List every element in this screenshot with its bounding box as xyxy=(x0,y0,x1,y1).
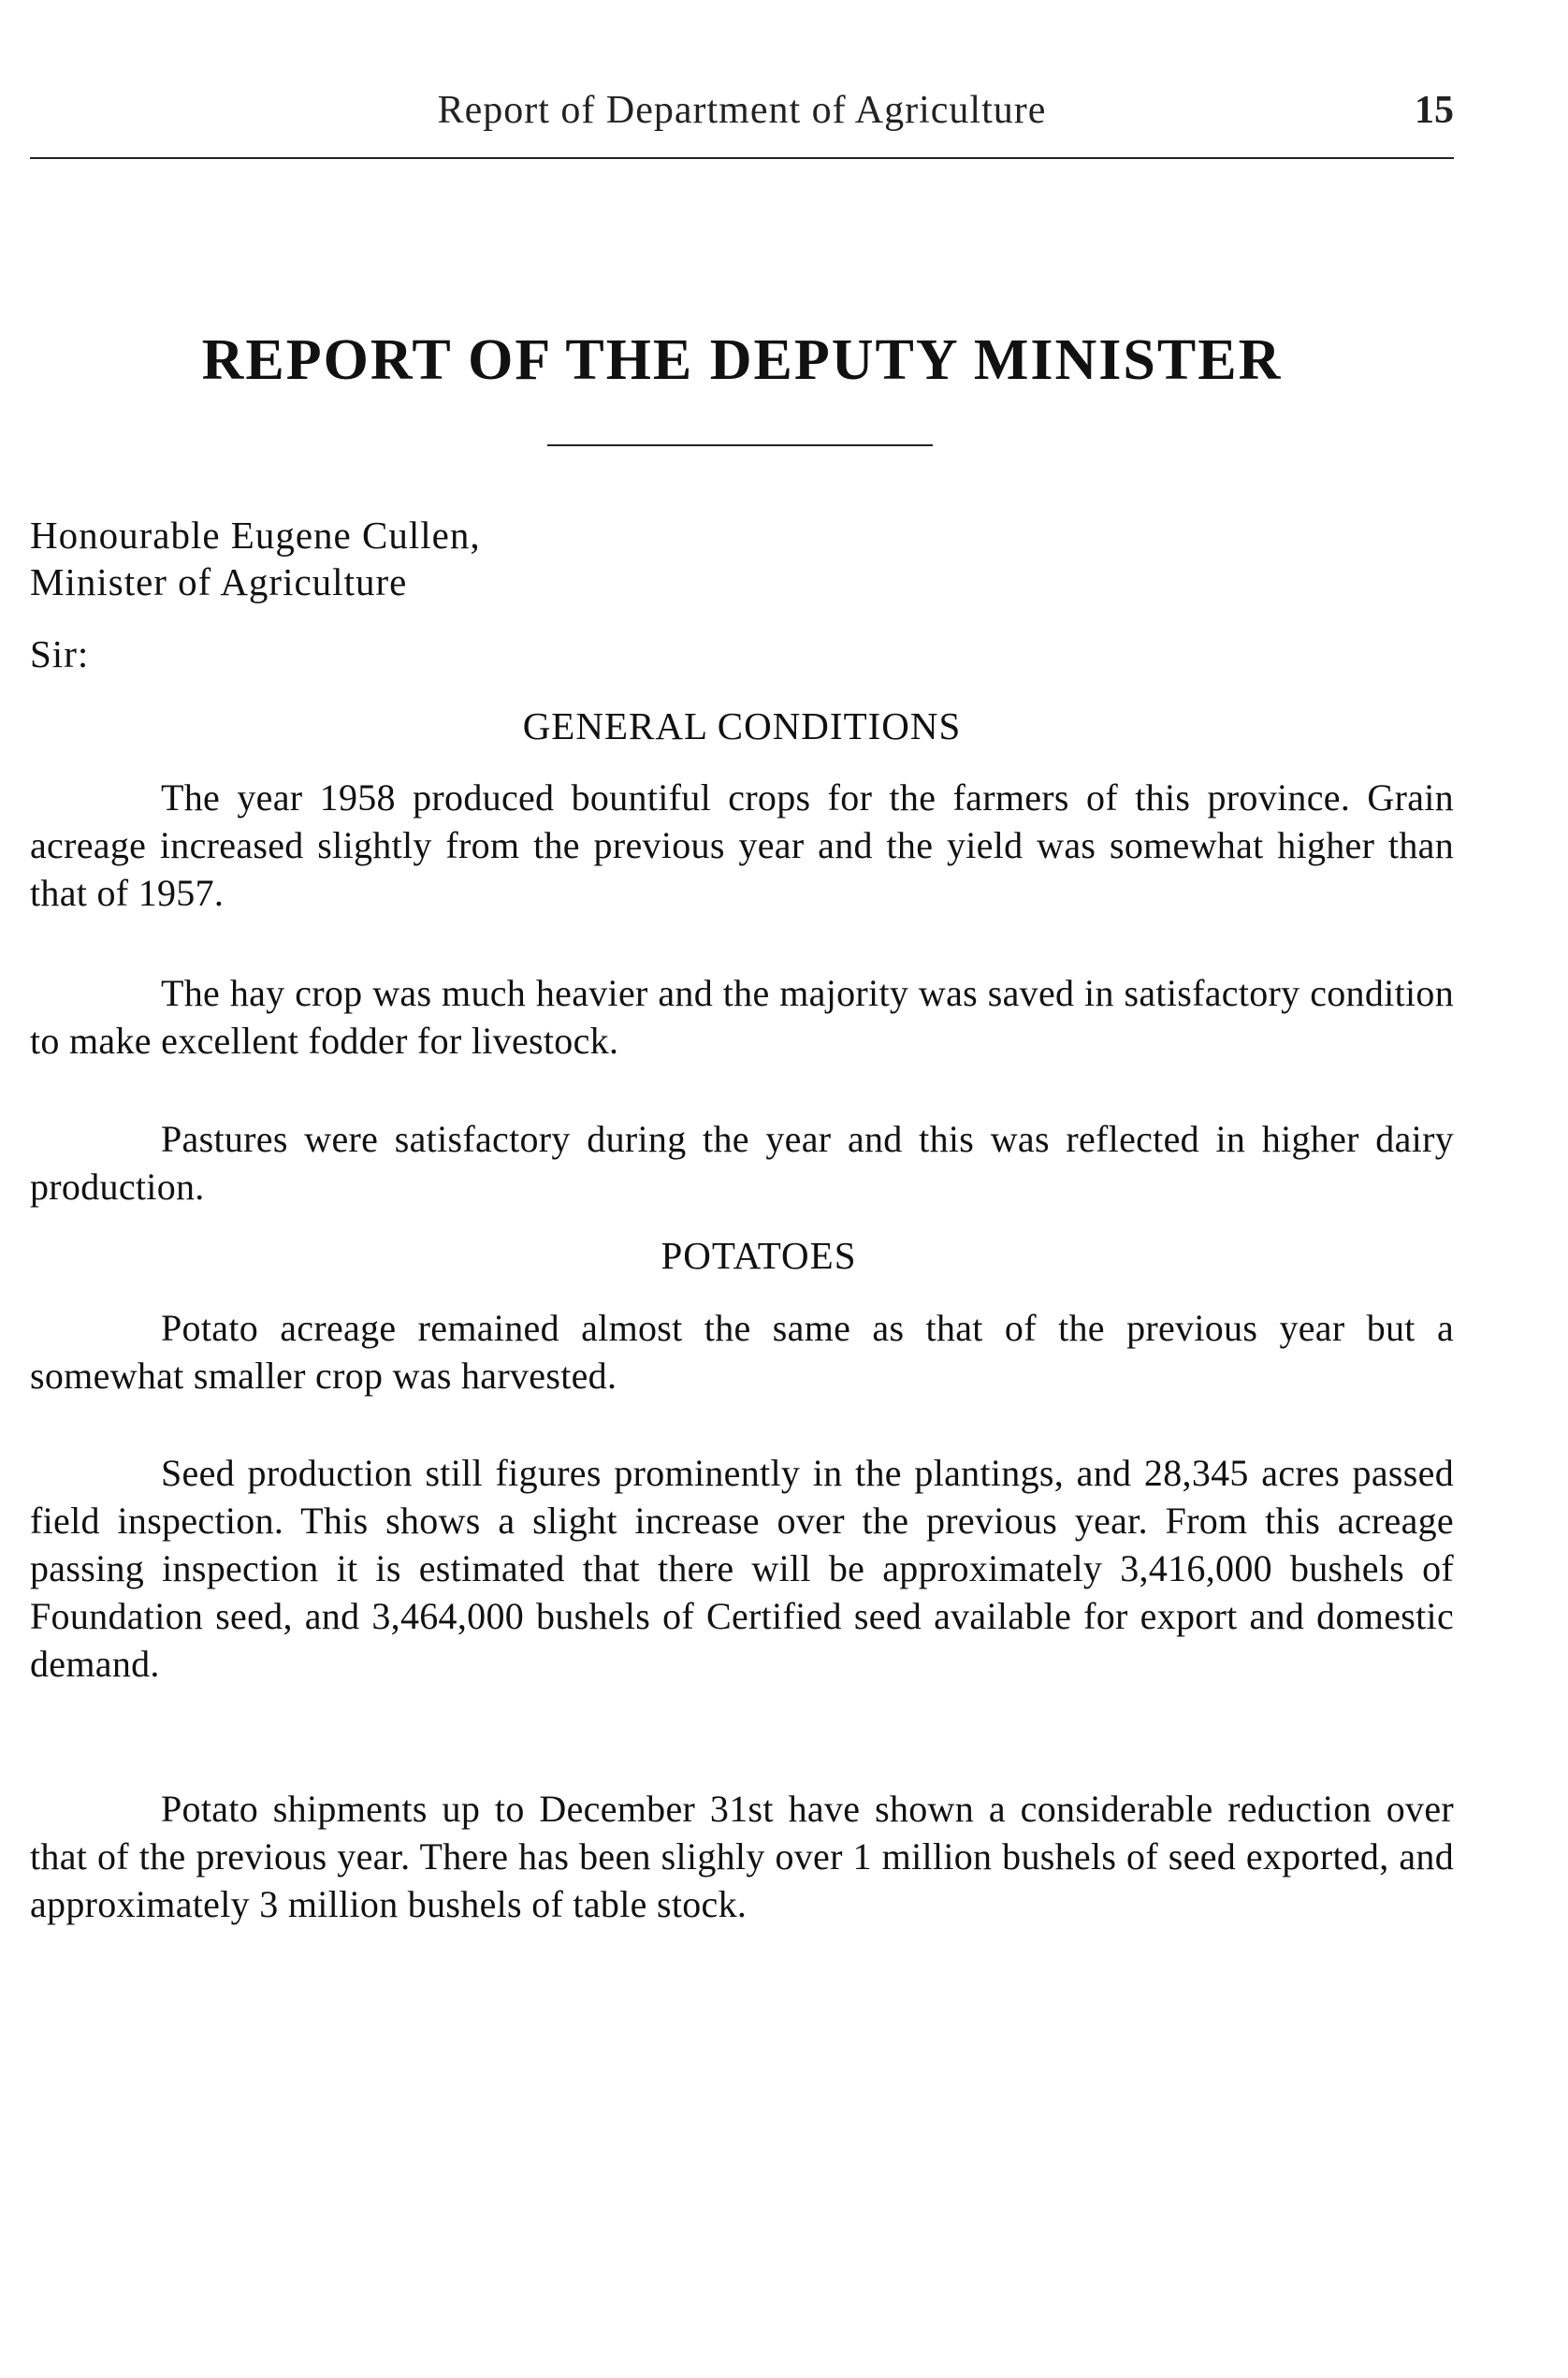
section-heading-general-conditions: GENERAL CONDITIONS xyxy=(522,704,962,747)
running-header xyxy=(30,88,1454,144)
paragraph: The year 1958 produced bountiful crops for the farmers of this province. Grain acreage increased slightly from the previous year and the yield was somewhat higher than that of 1957. xyxy=(30,776,1454,914)
addressee-title: Minister of Agriculture xyxy=(30,560,408,603)
paragraph: The hay crop was much heavier and the majority was saved in satisfactory condition to make excellent fodder for livestock. xyxy=(30,972,1454,1062)
paragraph: Potato shipments up to December 31st have shown a considerable reduction over that of the previous year. There has been slighly over 1 million bushels of seed exported, and approximately 3 million bushels of table stock. xyxy=(30,1788,1454,1925)
title-rule xyxy=(547,444,933,446)
paragraph: Seed production still figures prominently in the plantings, and 28,345 acres passed field inspection. This shows a slight increase over the previous year. From this acreage passing inspection it is estimated that there will be approximately 3,416,000 bushels of Foundation seed, and 3,464,000 bushels of Certified seed available for export and domestic demand. xyxy=(30,1452,1454,1685)
addressee-name: Honourable Eugene Cullen, xyxy=(30,514,481,557)
section-heading-potatoes: POTATOES xyxy=(661,1234,857,1277)
page-number: 15 xyxy=(1415,89,1454,132)
page-title: REPORT OF THE DEPUTY MINISTER xyxy=(201,328,1283,392)
header-rule xyxy=(30,157,1454,159)
paragraph: Potato acreage remained almost the same as that of the previous year but a somewhat smaller crop was harvested. xyxy=(30,1307,1454,1397)
greeting: Sir: xyxy=(30,632,90,675)
paragraph: Pastures were satisfactory during the year and this was reflected in higher dairy production. xyxy=(30,1118,1454,1208)
running-title: Report of Department of Agriculture xyxy=(437,89,1047,132)
